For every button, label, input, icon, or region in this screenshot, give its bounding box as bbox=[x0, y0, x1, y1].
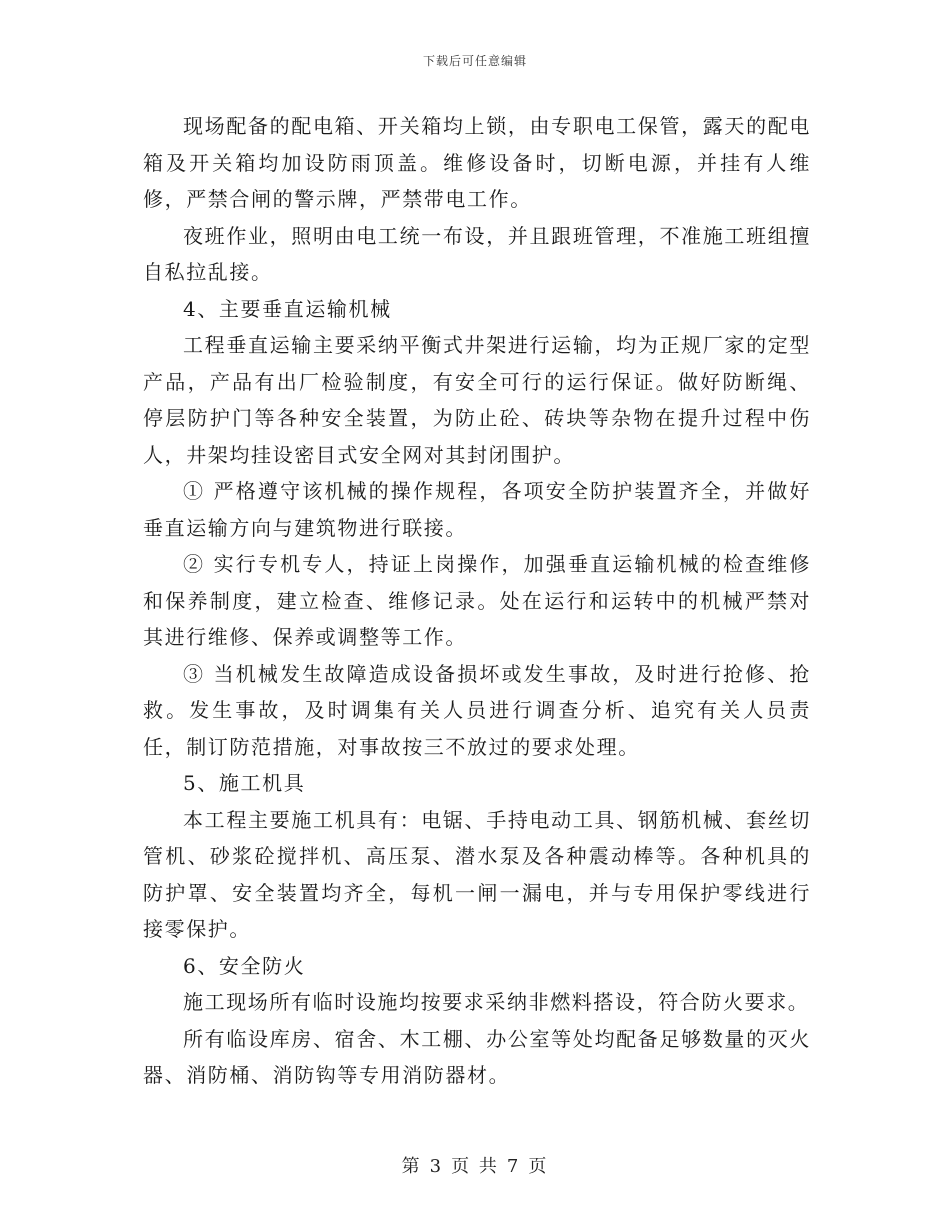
section-heading-vertical-transport: 4、主要垂直运输机械 bbox=[183, 296, 392, 321]
page-header: 下载后可任意编辑 bbox=[422, 54, 527, 68]
current-page-number: 3 bbox=[429, 1156, 444, 1177]
paragraph-tools: 本工程主要施工机具有：电锯、手持电动工具、钢筋机械、套丝切管机、砂浆砼搅拌机、高压泵、潜水泵及各种震动棒等。各种机具的防护罩、安全装置均齐全，每机一闸一漏电，并与专用保护零线进行接零保护。 bbox=[143, 807, 811, 941]
page-footer bbox=[0, 1152, 950, 1178]
footer-suffix: 页 bbox=[528, 1156, 549, 1177]
footer-prefix: 第 bbox=[401, 1156, 422, 1177]
paragraph-fire-facilities: 施工现场所有临时设施均按要求采纳非燃料搭设，符合防火要求。 bbox=[183, 990, 810, 1014]
list-item-1: ① 严格遵守该机械的操作规程，各项安全防护装置齐全，并做好垂直运输方向与建筑物进行联接。 bbox=[143, 479, 811, 540]
footer-middle: 页 共 bbox=[451, 1156, 499, 1177]
paragraph-vertical-transport: 工程垂直运输主要采纳平衡式井架进行运输，均为正规厂家的定型产品，产品有出厂检验制度，有安全可行的运行保证。做好防断绳、停层防护门等各种安全装置，为防止砼、砖块等杂物在提升过程中伤人，井架均挂设密目式安全网对其封闭围护。 bbox=[143, 333, 811, 467]
paragraph-distribution-box: 现场配备的配电箱、开关箱均上锁，由专职电工保管，露天的配电箱及开关箱均加设防雨顶盖。维修设备时，切断电源，并挂有人维修，严禁合闸的警示牌，严禁带电工作。 bbox=[143, 114, 811, 211]
section-heading-tools: 5、施工机具 bbox=[183, 771, 306, 795]
document-body bbox=[143, 108, 811, 1094]
section-heading-fire-safety: 6、安全防火 bbox=[183, 953, 306, 978]
paragraph-night-shift: 夜班作业，照明由电工统一布设，并且跟班管理，不准施工班组擅自私拉乱接。 bbox=[143, 223, 811, 284]
list-item-2: ② 实行专机专人，持证上岗操作，加强垂直运输机械的检查维修和保养制度，建立检查、维修记录。处在运行和运转中的机械严禁对其进行维修、保养或调整等工作。 bbox=[143, 552, 811, 649]
total-page-count: 7 bbox=[506, 1156, 521, 1177]
list-item-3: ③ 当机械发生故障造成设备损坏或发生事故，及时进行抢修、抢救。发生事故，及时调集有关人员进行调查分析、追究有关人员责任，制订防范措施，对事故按三不放过的要求处理。 bbox=[143, 661, 811, 759]
paragraph-fire-equipment: 所有临设库房、宿舍、木工棚、办公室等处均配备足够数量的灭火器、消防桶、消防钩等专用消防器材。 bbox=[143, 1026, 811, 1087]
